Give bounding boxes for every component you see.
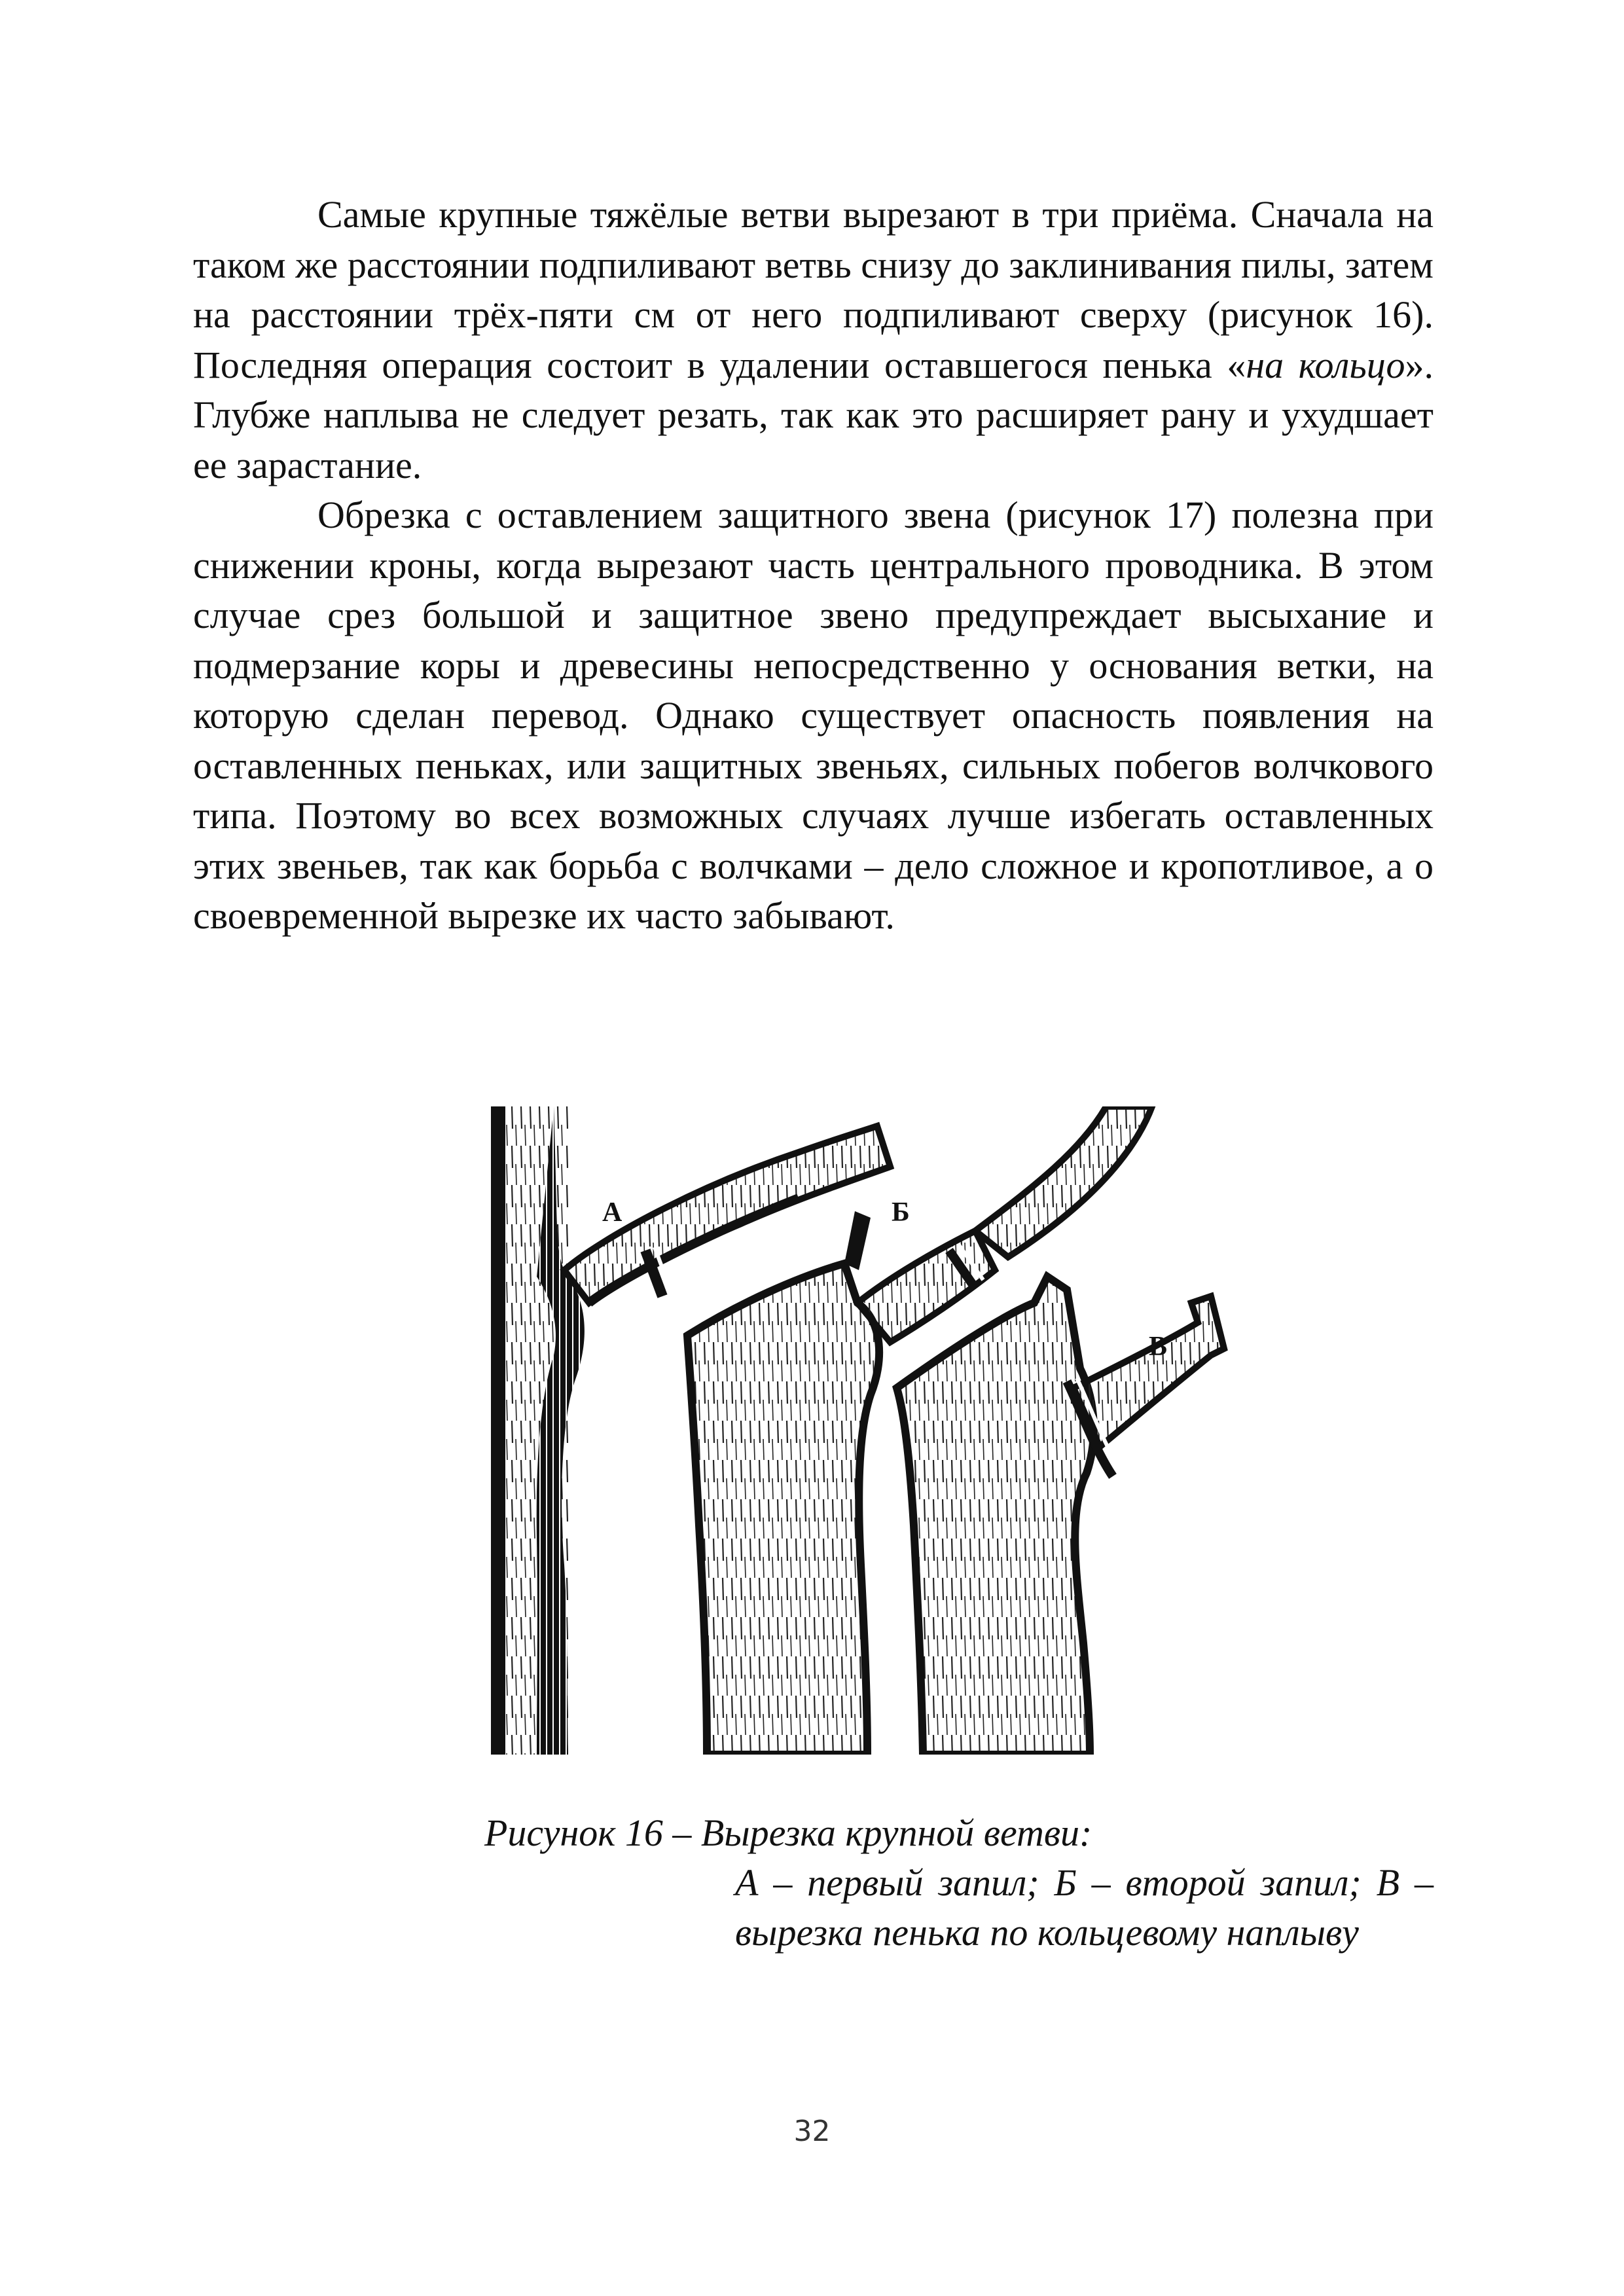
figure-branch-cutting bbox=[491, 1106, 1270, 1755]
branch-cutting-illustration bbox=[491, 1106, 1270, 1755]
paragraph-1-start: Самые крупные тяжёлые ветви вырезают в три приёма. Сначала на таком же расстоянии подпиливают ветвь снизу до заклинивания пилы, затем на расстоянии трёх-пяти см от него подпиливают сверху (рисунок 16). Последняя операция состоит в удалении оставшегося пенька « bbox=[193, 193, 1434, 386]
caption-title: Рисунок 16 – Вырезка крупной ветви: bbox=[484, 1812, 1092, 1854]
page-number: 32 bbox=[793, 2115, 831, 2148]
label-v: В bbox=[1149, 1332, 1168, 1362]
figure-caption bbox=[484, 1808, 1434, 1958]
paragraph-1 bbox=[193, 190, 1434, 490]
label-a: А bbox=[602, 1197, 623, 1228]
caption-body: А – первый запил; Б – второй запил; В – вырезка пенька по кольцевому наплыву bbox=[735, 1861, 1434, 1954]
tree-v bbox=[897, 1277, 1224, 1755]
label-b: Б bbox=[892, 1197, 910, 1228]
paragraph-2: Обрезка с оставлением защитного звена (рисунок 17) полезна при снижении кроны, когда вырезают часть центрального проводника. В этом случае срез большой и защитное звено предупреждает высыхание и подмерзание коры и древесины непосредственно у основания ветки, на которую сделан перевод. Однако существует опасность появления на оставленных пеньках, или защитных звеньях, сильных побегов волчкового типа. Поэтому во всех возможных случаях лучше избегать оставленных этих звеньев, так как борьба с волчками – дело сложное и кропотливое, а о своевременной вырезке их часто забывают. bbox=[193, 494, 1434, 937]
paragraph-1-italic: на кольцо bbox=[1246, 343, 1405, 386]
body-text bbox=[193, 190, 1434, 941]
paragraph-1-end: ». Глубже наплыва не следует резать, так как это расширяет рану и ухудшает ее зарастание. bbox=[193, 343, 1434, 486]
